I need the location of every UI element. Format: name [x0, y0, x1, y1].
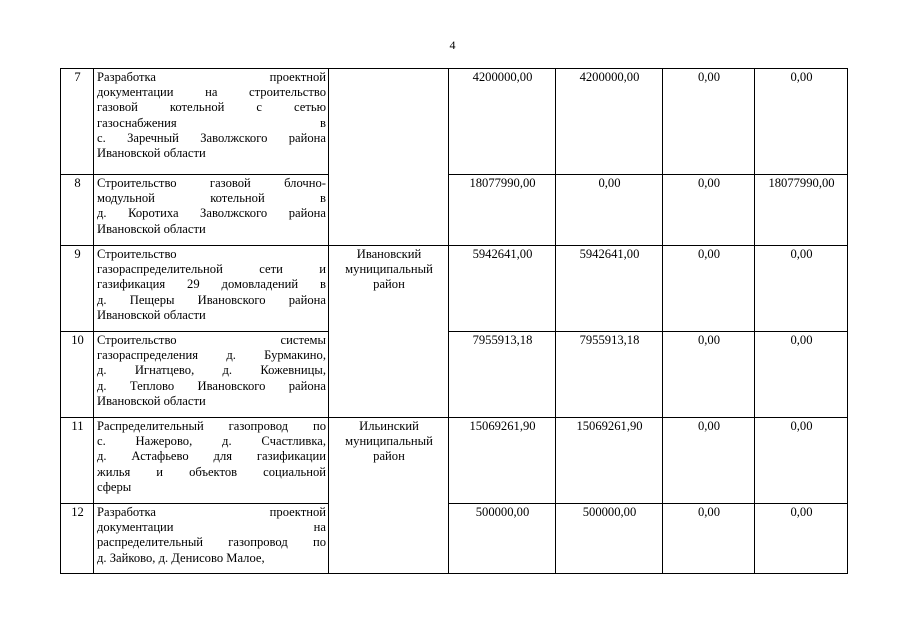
page-number: 4 [449, 38, 456, 52]
description-line: газификация 29 домовладений в [97, 277, 326, 292]
row-number: 9 [61, 246, 94, 332]
description-line: д. Коротиха Заволжского района [97, 206, 326, 221]
row-number: 8 [61, 175, 94, 246]
description-line: газоснабжения в [97, 115, 326, 130]
amount-cell-4: 18077990,00 [755, 175, 848, 246]
description-line: д. Зайково, д. Денисово Малое, [97, 550, 265, 565]
row-number: 12 [61, 504, 94, 574]
amount-cell-2: 5942641,00 [556, 246, 663, 332]
amount-cell-2: 0,00 [556, 175, 663, 246]
project-description [94, 332, 329, 418]
municipal-district [329, 504, 449, 574]
table-row [61, 332, 848, 418]
description-line: распределительный газопровод по [97, 535, 326, 550]
description-line: документации на строительство [97, 85, 326, 100]
description-line: документации на [97, 520, 326, 535]
description-line: модульной котельной в [97, 191, 326, 206]
municipal-district [329, 175, 449, 246]
amount-cell-1: 4200000,00 [449, 69, 556, 175]
amount-cell-2: 7955913,18 [556, 332, 663, 418]
table-row [61, 246, 848, 332]
description-line: д. Астафьево для газификации [97, 449, 326, 464]
municipal-district: Ивановский муниципальный район [329, 246, 449, 332]
municipal-district [329, 332, 449, 418]
description-line: Разработка проектной [97, 505, 326, 519]
amount-cell-3: 0,00 [663, 418, 755, 504]
amount-cell-1: 500000,00 [449, 504, 556, 574]
description-line: газовой котельной с сетью [97, 100, 326, 115]
amount-cell-2: 500000,00 [556, 504, 663, 574]
table-row [61, 418, 848, 504]
description-line: Ивановской области [97, 146, 206, 161]
project-description [94, 246, 329, 332]
amount-cell-3: 0,00 [663, 504, 755, 574]
table-row [61, 504, 848, 574]
amount-cell-4: 0,00 [755, 504, 848, 574]
amount-cell-4: 0,00 [755, 69, 848, 175]
row-number: 10 [61, 332, 94, 418]
description-line: Строительство [97, 247, 177, 261]
description-line: Распределительный газопровод по [97, 419, 326, 433]
amount-cell-3: 0,00 [663, 246, 755, 332]
description-line: д. Игнатцево, д. Кожевницы, [97, 363, 326, 378]
description-line: газораспределительной сети и [97, 262, 326, 277]
amount-cell-4: 0,00 [755, 246, 848, 332]
description-line: Ивановской области [97, 393, 206, 408]
description-line: Строительство системы [97, 333, 326, 347]
amount-cell-1: 5942641,00 [449, 246, 556, 332]
description-line: с. Нажерово, д. Счастливка, [97, 434, 326, 449]
row-number: 11 [61, 418, 94, 504]
description-line: д. Теплово Ивановского района [97, 378, 326, 393]
project-description [94, 418, 329, 504]
amount-cell-2: 15069261,90 [556, 418, 663, 504]
project-description [94, 69, 329, 175]
description-line: жилья и объектов социальной [97, 464, 326, 479]
description-line: д. Пещеры Ивановского района [97, 292, 326, 307]
description-line: газораспределения д. Бурмакино, [97, 348, 326, 363]
amount-cell-1: 15069261,90 [449, 418, 556, 504]
amount-cell-1: 7955913,18 [449, 332, 556, 418]
description-line: с. Заречный Заволжского района [97, 130, 326, 145]
amount-cell-4: 0,00 [755, 332, 848, 418]
row-number: 7 [61, 69, 94, 175]
project-description [94, 504, 329, 574]
amount-cell-3: 0,00 [663, 175, 755, 246]
table-row [61, 69, 848, 175]
amount-cell-1: 18077990,00 [449, 175, 556, 246]
amount-cell-2: 4200000,00 [556, 69, 663, 175]
amount-cell-3: 0,00 [663, 332, 755, 418]
table-row [61, 175, 848, 246]
description-line: Разработка проектной [97, 70, 326, 84]
amount-cell-3: 0,00 [663, 69, 755, 175]
project-description [94, 175, 329, 246]
description-line: сферы [97, 479, 132, 494]
description-line: Ивановской области [97, 307, 206, 322]
description-line: Ивановской области [97, 221, 206, 236]
municipal-district [329, 69, 449, 175]
financing-table [60, 68, 848, 574]
municipal-district: Ильинский муниципальный район [329, 418, 449, 504]
amount-cell-4: 0,00 [755, 418, 848, 504]
description-line: Строительство газовой блочно- [97, 176, 326, 190]
